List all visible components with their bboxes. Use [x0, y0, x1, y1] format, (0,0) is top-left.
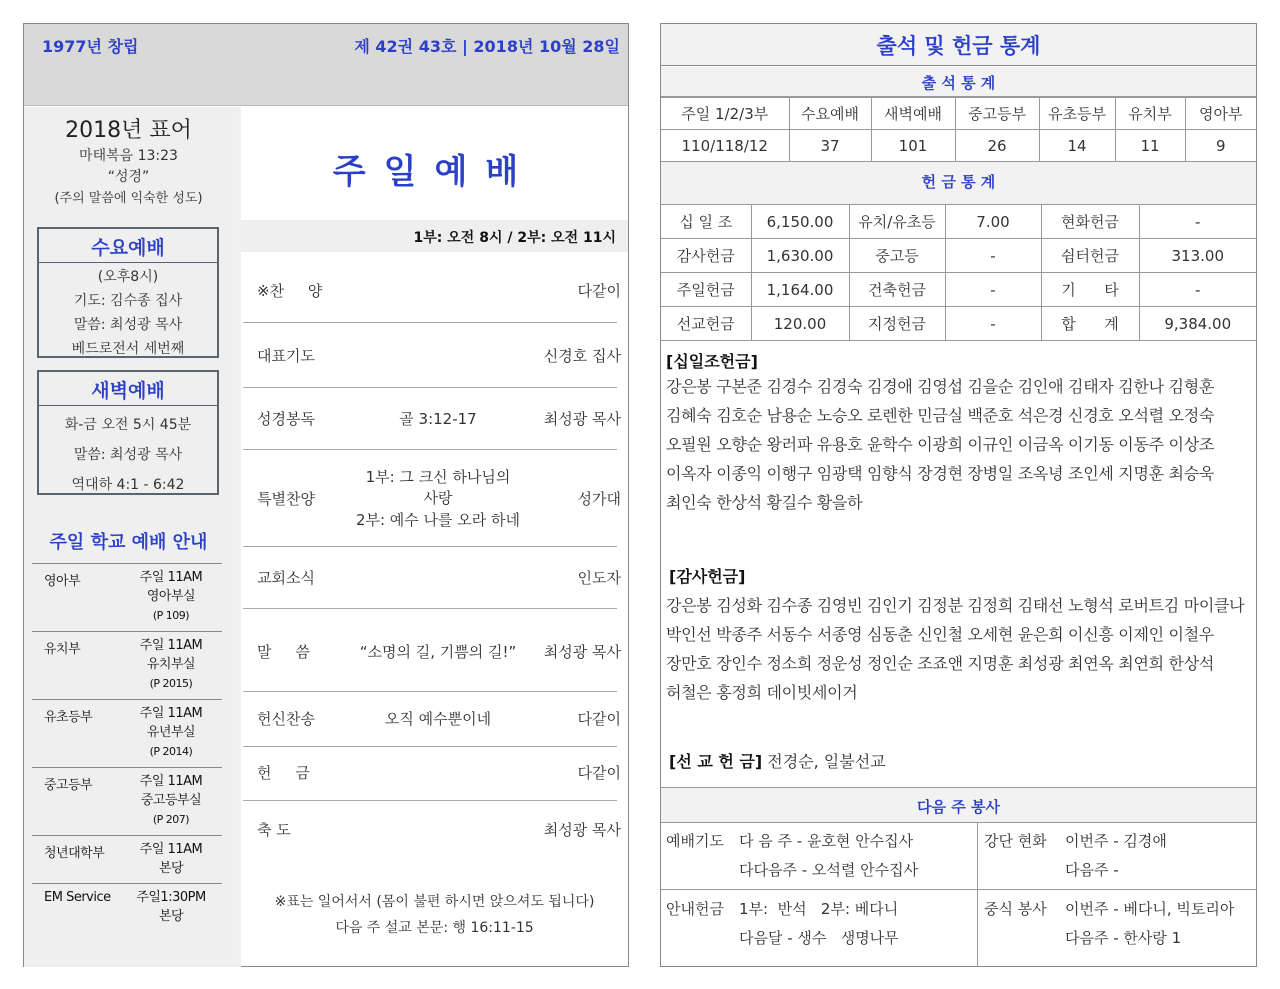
order-row: [243, 323, 621, 388]
wednesday-title: 수요예배: [39, 229, 217, 263]
tithe-line: 오필원 오향순 왕러파 유용호 윤학수 이광희 이규인 이금옥 이기동 이동주 이상조: [666, 435, 1215, 454]
attendance-value: 14: [1039, 130, 1115, 162]
wednesday-prayer: 기도: 김수종 집사: [73, 293, 183, 309]
thanks-line: 장만호 장인수 정소희 정운성 정인순 조죠앤 지명훈 최성광 최연옥 최연희 한상석: [666, 654, 1215, 673]
service-times: 1부: 오전 8시 / 2부: 오전 11시: [413, 230, 616, 246]
offering-label: 합 계: [1041, 307, 1139, 341]
order-name: 대표기도: [257, 347, 315, 365]
school-dept: 유초등부: [44, 710, 93, 725]
wednesday-time: (오후8시): [97, 269, 159, 285]
motto-quote: “성경”: [107, 169, 150, 185]
offering-amount: -: [1139, 205, 1256, 239]
order-content: 사랑: [423, 489, 453, 507]
issue-date: 제 42권 43호 | 2018년 10월 28일: [354, 37, 620, 56]
school-dept: EM Service: [44, 890, 111, 905]
mission-label: [선 교 헌 금]: [669, 752, 763, 771]
thanks-section: [669, 564, 1254, 587]
offering-amount: -: [945, 239, 1041, 273]
offering-amount: 7.00: [945, 205, 1041, 239]
offering-header: 헌 금 통 계: [661, 162, 1256, 204]
motto-sub: (주의 말씀에 익숙한 성도): [54, 191, 203, 206]
order-content: 오직 예수뿐이네: [384, 710, 492, 728]
order-name: 축 도: [257, 821, 291, 839]
school-dept: 청년대학부: [44, 846, 105, 861]
attendance-col: 새벽예배: [871, 98, 955, 130]
school-place: 유년부실: [146, 725, 196, 740]
order-name: 교회소식: [257, 569, 315, 587]
wednesday-sermon: 말씀: 최성광 목사: [73, 317, 183, 333]
attendance-value: 110/118/12: [661, 130, 789, 162]
attendance-col: 유초등부: [1039, 98, 1115, 130]
next-week-header: 다음 주 봉사: [661, 787, 1256, 823]
wednesday-text: 베드로전서 세번째: [71, 341, 185, 357]
order-row: [243, 547, 621, 609]
school-dept: 영아부: [44, 574, 81, 589]
attendance-col: 중고등부: [955, 98, 1039, 130]
dawn-service-box: [37, 370, 219, 495]
pulpit-this: 이번주 - 김경애: [1065, 832, 1167, 850]
pulpit-label: 강단 현화: [984, 832, 1047, 850]
school-place: 영아부실: [146, 589, 196, 604]
order-row: [243, 801, 621, 861]
bulletin-header: [24, 24, 628, 106]
usher-this: 1부: 반석 2부: 베다니: [739, 900, 899, 918]
usher-next: 다음달 - 생수 생명나무: [739, 929, 899, 947]
school-time: 주일 11AM: [139, 570, 203, 585]
thanks-line: 박인선 박종주 서동수 서종영 심동춘 신인철 오세현 윤은희 이신흥 이제인 이철우: [666, 625, 1215, 644]
usher-label: 안내헌금: [666, 900, 724, 918]
offering-amount: 1,164.00: [751, 273, 849, 307]
thanks-names: [666, 591, 1254, 707]
tithe-line: 강은봉 구본준 김경수 김경숙 김경애 김영섭 김을순 김인애 김태자 김한나 김형훈: [666, 377, 1215, 396]
order-content: 1부: 그 크신 하나님의: [365, 468, 511, 486]
school-room: (P 207): [152, 813, 190, 826]
offering-amount: 313.00: [1139, 239, 1256, 273]
order-row: [243, 388, 621, 450]
order-name: 특별찬양: [257, 490, 315, 508]
school-place: 본당: [158, 861, 184, 876]
tithe-line: 이옥자 이종익 이행구 임광택 임향식 장경현 장병일 조옥녕 조인세 지명훈 최승욱: [666, 464, 1215, 483]
next-sermon: 다음 주 설교 본문: 행 16:11-15: [335, 920, 534, 936]
offering-amount: -: [945, 273, 1041, 307]
motto-verse: 마태복음 13:23: [79, 148, 178, 164]
school-room: (P 2015): [149, 677, 193, 690]
offering-table: [661, 204, 1256, 341]
attendance-col: 수요예배: [789, 98, 871, 130]
meal-label: 중식 봉사: [984, 900, 1047, 918]
attendance-value: 9: [1185, 130, 1256, 162]
dawn-sermon: 말씀: 최성광 목사: [73, 447, 183, 463]
offering-amount: 9,384.00: [1139, 307, 1256, 341]
offering-label: 유치/유초등: [849, 205, 945, 239]
order-row: [243, 450, 621, 547]
bulletin-right-page: [660, 23, 1257, 967]
order-person: 다같이: [577, 764, 621, 782]
offering-amount: -: [945, 307, 1041, 341]
motto-title: 2018년 표어: [65, 118, 192, 143]
offering-label: 현화헌금: [1041, 205, 1139, 239]
dawn-title: 새벽예배: [39, 372, 217, 406]
dawn-time: 화-금 오전 5시 45분: [64, 417, 192, 433]
offering-amount: 1,630.00: [751, 239, 849, 273]
tithe-names: [666, 372, 1254, 517]
school-dept: 중고등부: [44, 778, 93, 793]
attendance-col: 유치부: [1115, 98, 1185, 130]
order-person: 최성광 목사: [543, 643, 621, 661]
next-week-grid: [661, 823, 1256, 967]
attendance-value: 37: [789, 130, 871, 162]
order-row: [243, 609, 621, 692]
school-row: [32, 883, 222, 931]
order-person: 인도자: [577, 569, 621, 587]
bulletin-left-page: [23, 23, 629, 967]
offering-label: 중고등: [849, 239, 945, 273]
left-sidebar: [24, 107, 233, 967]
order-person: 최성광 목사: [543, 410, 621, 428]
grid-divider: [977, 823, 978, 967]
school-place: 본당: [158, 909, 184, 924]
stats-title: 출석 및 헌금 통계: [661, 24, 1256, 66]
school-room: (P 109): [152, 609, 190, 622]
service-times-bar: [241, 220, 628, 252]
founded-year: 1977년 창립: [42, 37, 139, 56]
school-time: 주일 11AM: [139, 842, 203, 857]
wednesday-service-box: [37, 227, 219, 358]
offering-label: 십 일 조: [661, 205, 751, 239]
offering-label: 쉼터헌금: [1041, 239, 1139, 273]
prayer-next: 다 음 주 - 윤호현 안수집사: [739, 832, 914, 850]
order-name: 말 씀: [257, 643, 310, 661]
school-row: [32, 767, 222, 835]
school-row: [32, 699, 222, 767]
order-row: [243, 254, 621, 323]
school-place: 중고등부실: [140, 793, 202, 808]
order-name: 성경봉독: [257, 410, 315, 428]
attendance-value: 101: [871, 130, 955, 162]
service-title: 주일예배: [332, 152, 537, 192]
prayer-label: 예배기도: [666, 832, 724, 850]
mission-section: [669, 749, 1254, 772]
dawn-text: 역대하 4:1 - 6:42: [71, 477, 185, 493]
attendance-header: 출 석 통 계: [661, 67, 1256, 97]
sunday-school-title: 주일 학교 예배 안내: [49, 532, 208, 553]
offering-label: 감사헌금: [661, 239, 751, 273]
offering-amount: -: [1139, 273, 1256, 307]
order-person: 다같이: [577, 710, 621, 728]
school-time: 주일 11AM: [139, 638, 203, 653]
thanks-line: 허철은 홍정희 데이빗세이거: [666, 683, 858, 702]
school-row: [32, 631, 222, 699]
tithe-label: [십일조헌금]: [666, 352, 758, 371]
order-name: ※찬 양: [257, 282, 323, 300]
offering-label: 주일헌금: [661, 273, 751, 307]
meal-this: 이번주 - 베다니, 빅토리아: [1065, 900, 1235, 918]
attendance-value: 26: [955, 130, 1039, 162]
school-dept: 유치부: [44, 642, 81, 657]
grid-divider: [661, 889, 1256, 890]
offering-label: 선교헌금: [661, 307, 751, 341]
prayer-after: 다다음주 - 오석렬 안수집사: [739, 861, 919, 879]
school-row: [32, 563, 222, 631]
order-person: 다같이: [577, 282, 621, 300]
column-divider: [233, 107, 241, 967]
order-name: 헌신찬송: [257, 710, 315, 728]
order-name: 헌 금: [257, 764, 310, 782]
order-row: [243, 692, 621, 747]
order-person: 최성광 목사: [543, 821, 621, 839]
standing-note: ※표는 일어서서 (몸이 불편 하시면 앉으셔도 됩니다): [274, 894, 595, 910]
offering-amount: 120.00: [751, 307, 849, 341]
order-person: 성가대: [577, 490, 621, 508]
school-time: 주일 11AM: [139, 774, 203, 789]
order-content: 2부: 예수 나를 오라 하네: [355, 511, 521, 529]
offering-label: 지정헌금: [849, 307, 945, 341]
meal-next: 다음주 - 한사랑 1: [1065, 929, 1182, 947]
offering-label: 기 타: [1041, 273, 1139, 307]
attendance-value: 11: [1115, 130, 1185, 162]
attendance-col: 영아부: [1185, 98, 1256, 130]
order-content: 골 3:12-17: [399, 410, 477, 428]
tithe-section: [666, 349, 1254, 517]
offering-label: 건축헌금: [849, 273, 945, 307]
school-place: 유치부실: [146, 657, 196, 672]
order-person: 신경호 집사: [543, 347, 621, 365]
pulpit-next: 다음주 -: [1065, 861, 1119, 879]
school-time: 주일 11AM: [139, 706, 203, 721]
mission-names: 전경순, 일불선교: [767, 752, 886, 771]
tithe-line: 김혜숙 김호순 남용순 노승오 로렌한 민금실 백준호 석은경 신경호 오석렬 오정숙: [666, 406, 1215, 425]
thanks-line: 강은봉 김성화 김수종 김영빈 김인기 김정분 김정희 김태선 노형석 로버트김 마이클나: [666, 596, 1245, 615]
school-room: (P 2014): [149, 745, 193, 758]
attendance-col: 주일 1/2/3부: [661, 98, 789, 130]
order-row: [243, 747, 621, 801]
order-content: “소명의 길, 기쁨의 길!”: [359, 643, 517, 661]
school-time: 주일1:30PM: [136, 890, 206, 905]
offering-amount: 6,150.00: [751, 205, 849, 239]
thanks-label: [감사헌금]: [669, 567, 746, 586]
tithe-line: 최인숙 한상석 황길수 황을하: [666, 493, 863, 512]
school-row: [32, 835, 222, 883]
attendance-table: [661, 97, 1256, 162]
